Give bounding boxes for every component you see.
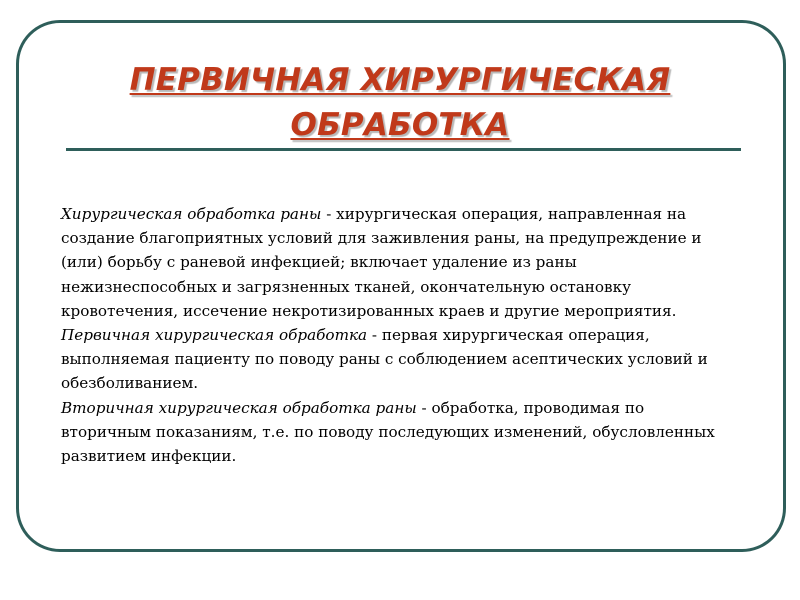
definition-body: - обработка, проводимая по вторичным показаниям, т.е. по поводу последующих изменений, обусловленных развитием инфекции. [61, 398, 715, 466]
definition-body: - первая хирургическая операция, выполняемая пациенту по поводу раны с соблюдением асептических условий и обезболиванием. [61, 326, 708, 393]
definition-term: Первичная хирургическая обработка [61, 326, 368, 345]
title-line-2: ОБРАБОТКА [290, 107, 510, 143]
definition-term: Хирургическая обработка раны [61, 205, 322, 223]
title-line-1: ПЕРВИЧНАЯ ХИРУРГИЧЕСКАЯ [129, 62, 671, 98]
definition-paragraph [61, 323, 731, 396]
definition-paragraph [61, 396, 731, 469]
definitions-text [61, 202, 731, 468]
definition-body: - хирургическая операция, направленная на создание благоприятных условий для заживления раны, на предупреждение и (или) борьбу с раневой инфекцией; включает удаление из раны нежизнеспособных и загрязненных тканей, окончательную остановку кровотечения, иссечение некротизированных краев и другие мероприятия. [61, 205, 702, 320]
definition-paragraph [61, 202, 731, 323]
definition-term: Вторичная хирургическая обработка раны [61, 398, 417, 417]
slide-title [60, 58, 740, 148]
title-divider [66, 148, 741, 151]
